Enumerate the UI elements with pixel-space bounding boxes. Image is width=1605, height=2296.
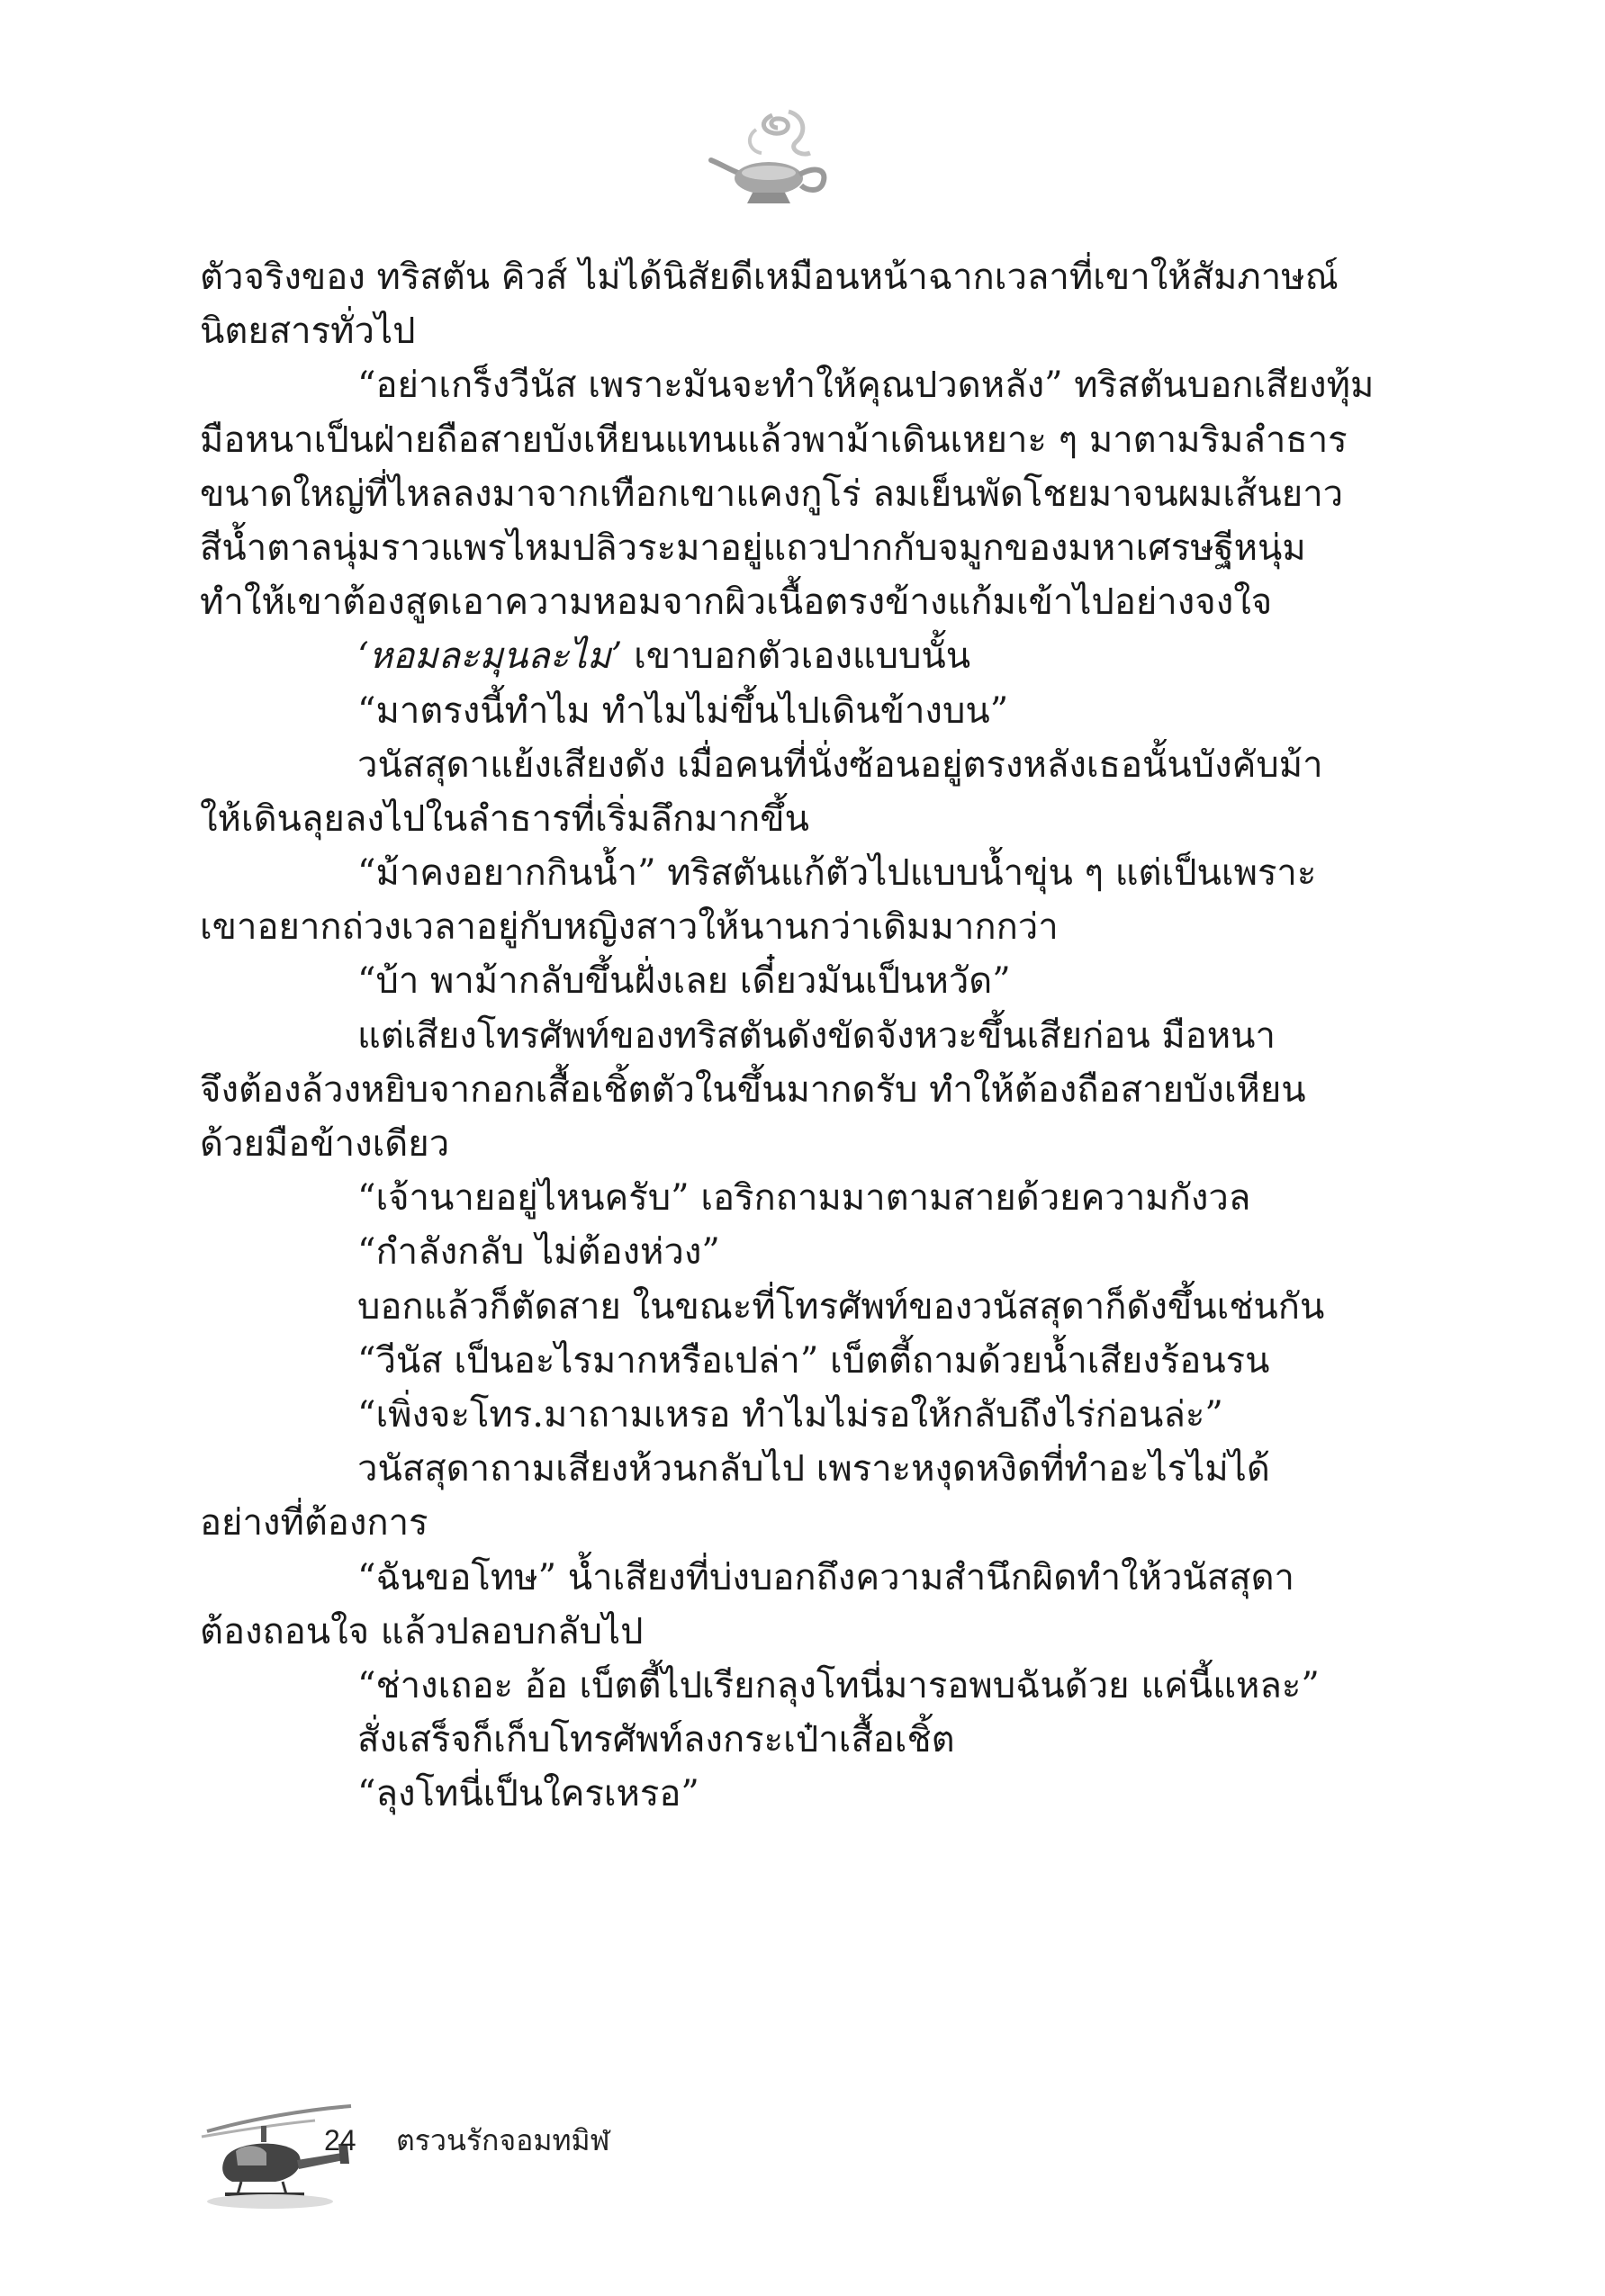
text-line: ด้วยมือข้างเดียว [200, 1123, 450, 1165]
text-line: เขาอยากถ่วงเวลาอยู่กับหญิงสาวให้นานกว่าเดิมมากกว่า [200, 906, 1059, 949]
text-line: “บ้า พาม้ากลับขึ้นฝั่งเลย เดี๋ยวมันเป็นหวัด” [357, 960, 1011, 1003]
text-line: “เพิ่งจะโทร.มาถามเหรอ ทำไมไม่รอให้กลับถึงไร่ก่อนล่ะ” [357, 1393, 1223, 1436]
text-line: “เจ้านายอยู่ไหนครับ” เอริกถามมาตามสายด้วยความกังวล [357, 1177, 1251, 1220]
text-line: ทำให้เขาต้องสูดเอาความหอมจากผิวเนื้อตรงข้างแก้มเข้าไปอย่างจงใจ [200, 581, 1273, 624]
text-line: “มาตรงนี้ทำไม ทำไมไม่ขึ้นไปเดินข้างบน” [357, 689, 1009, 732]
text-line: ให้เดินลุยลงไปในลำธารที่เริ่มลึกมากขึ้น [200, 797, 809, 840]
text-span: เขาบอกตัวเองแบบนั้น [622, 635, 971, 678]
text-line: จึงต้องล้วงหยิบจากอกเสื้อเชิ้ตตัวในขึ้นมากดรับ ทำให้ต้องถือสายบังเหียน [200, 1068, 1306, 1111]
page-footer [189, 2088, 729, 2214]
text-line: “ลุงโทนี่เป็นใครเหรอ” [357, 1773, 699, 1815]
text-line: สีน้ำตาลนุ่มราวแพรไหมปลิวระมาอยู่แถวปากกับจมูกของมหาเศรษฐีหนุ่ม [200, 527, 1306, 569]
text-line: ขนาดใหญ่ที่ไหลลงมาจากเทือกเขาแคงกูโร่ ลมเย็นพัดโชยมาจนผมเส้นยาว [200, 473, 1344, 515]
book-title: ตรวนรักจอมทมิฬ [396, 2124, 610, 2156]
text-line: อย่างที่ต้องการ [200, 1502, 428, 1544]
text-line: “ม้าคงอยากกินน้ำ” ทริสตันแก้ตัวไปแบบน้ำขุ่น ๆ แต่เป็นเพราะ [357, 852, 1317, 895]
text-line: “กำลังกลับ ไม่ต้องห่วง” [357, 1231, 720, 1274]
page-body [200, 250, 1406, 1821]
text-line: แต่เสียงโทรศัพท์ของทริสตันดังขัดจังหวะขึ้นเสียก่อน มือหนา [357, 1014, 1276, 1057]
page-number: 24 [324, 2124, 356, 2156]
text-line [200, 629, 1406, 683]
text-line: สั่งเสร็จก็เก็บโทรศัพท์ลงกระเป๋าเสื้อเชิ้ต [357, 1719, 955, 1761]
text-line: “ฉันขอโทษ” น้ำเสียงที่บ่งบอกถึงความสำนึกผิดทำให้วนัสสุดา [357, 1556, 1295, 1598]
text-line: วนัสสุดาถามเสียงห้วนกลับไป เพราะหงุดหงิดที่ทำอะไรไม่ได้ [357, 1448, 1270, 1490]
text-line: วนัสสุดาแย้งเสียงดัง เมื่อคนที่นั่งซ้อนอยู่ตรงหลังเธอนั้นบังคับม้า [357, 743, 1323, 786]
italic-phrase: ‘หอมละมุนละไม’ [357, 635, 623, 678]
text-line: นิตยสารทั่วไป [200, 311, 416, 353]
text-line: บอกแล้วก็ตัดสาย ในขณะที่โทรศัพท์ของวนัสสุดาก็ดังขึ้นเช่นกัน [357, 1285, 1325, 1328]
text-line: “วีนัส เป็นอะไรมากหรือเปล่า” เบ็ตตี้ถามด้วยน้ำเสียงร้อนรน [357, 1339, 1270, 1382]
text-line: “ช่างเถอะ อ้อ เบ็ตตี้ไปเรียกลุงโทนี่มารอพบฉันด้วย แค่นี้แหละ” [357, 1664, 1320, 1706]
text-line: ต้องถอนใจ แล้วปลอบกลับไป [200, 1610, 644, 1652]
text-line: มือหนาเป็นฝ่ายถือสายบังเหียนแทนแล้วพาม้าเดินเหยาะ ๆ มาตามริมลำธาร [200, 419, 1348, 461]
text-line: ตัวจริงของ ทริสตัน คิวส์ ไม่ได้นิสัยดีเหมือนหน้าฉากเวลาที่เขาให้สัมภาษณ์ [200, 257, 1339, 298]
genie-lamp-icon [702, 106, 837, 210]
text-line: “อย่าเกร็งวีนัส เพราะมันจะทำให้คุณปวดหลัง” ทริสตันบอกเสียงทุ้ม [357, 365, 1375, 407]
